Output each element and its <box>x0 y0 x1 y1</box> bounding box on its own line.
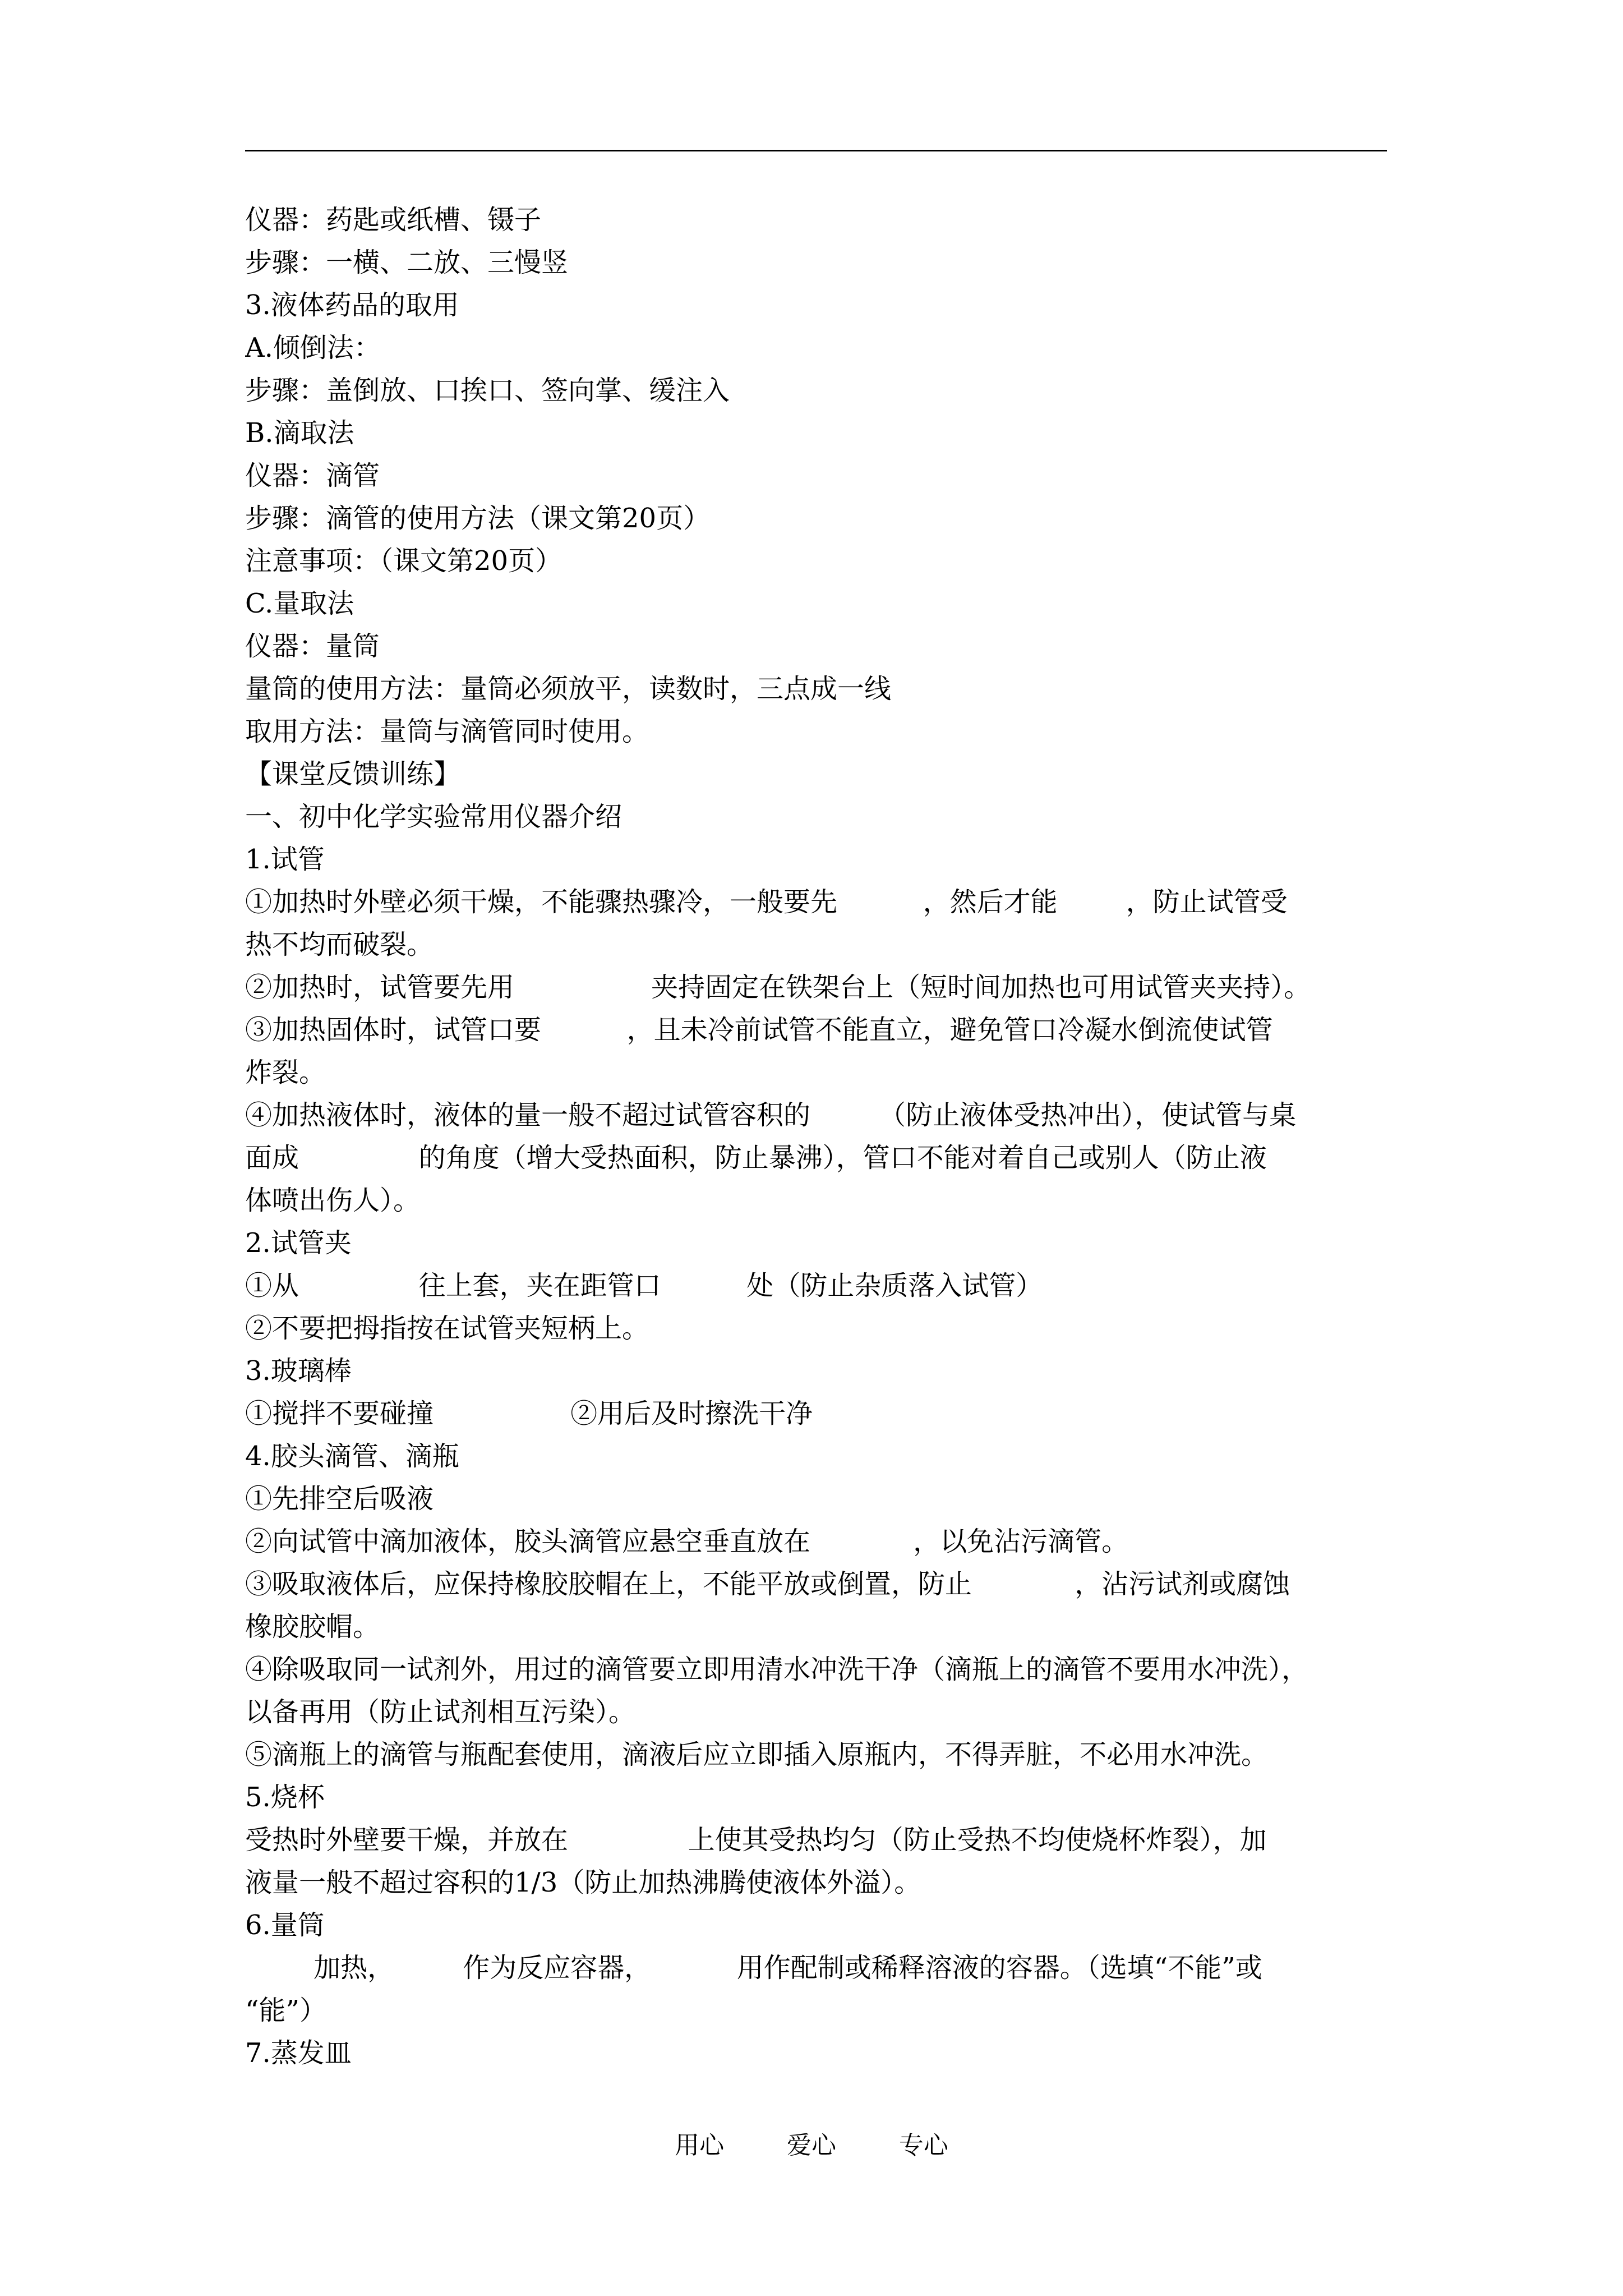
text-line: C.量取法 <box>245 588 354 619</box>
text-line: ③加热固体时，试管口要 ，且未冷前试管不能直立，避免管口冷凝水倒流使试管 <box>245 1014 1273 1046</box>
text-line: ④加热液体时，液体的量一般不超过试管容积的 （防止液体受热冲出），使试管与桌 <box>245 1099 1297 1131</box>
text-line: 受热时外壁要干燥，并放在 上使其受热均匀（防止受热不均使烧杯炸裂），加 <box>245 1824 1267 1856</box>
text-line: ①搅拌不要碰撞 ②用后及时擦洗干净 <box>245 1398 813 1429</box>
text-line: ①加热时外壁必须干燥，不能骤热骤冷，一般要先 ，然后才能 ，防止试管受 <box>245 886 1288 918</box>
text-line: 7.蒸发皿 <box>245 2037 352 2069</box>
text-line: A.倾倒法： <box>245 332 381 364</box>
text-line: ④除吸取同一试剂外，用过的滴管要立即用清水冲洗干净（滴瓶上的滴管不要用水冲洗）， <box>245 1654 1309 1685</box>
text-line: 以备再用（防止试剂相互污染）。 <box>245 1696 636 1728</box>
text-line: 一、初中化学实验常用仪器介绍 <box>245 801 623 832</box>
text-line: ①先排空后吸液 <box>245 1483 434 1515</box>
text-line: 1.试管 <box>245 844 325 875</box>
text-line: 量筒的使用方法：量筒必须放平，读数时，三点成一线 <box>245 673 892 705</box>
text-line: 步骤：一横、二放、三慢竖 <box>245 247 569 278</box>
text-line: 6.量筒 <box>245 1910 325 1941</box>
text-line: ⑤滴瓶上的滴管与瓶配套使用，滴液后应立即插入原瓶内，不得弄脏，不必用水冲洗。 <box>245 1739 1269 1770</box>
text-line: 步骤：盖倒放、口挨口、签向掌、缓注入 <box>245 375 730 406</box>
text-line: ①从 往上套，夹在距管口 处（防止杂质落入试管） <box>245 1270 1043 1301</box>
text-line: “能”） <box>245 1995 327 2026</box>
text-line: 取用方法：量筒与滴管同时使用。 <box>245 716 649 747</box>
text-line: ②向试管中滴加液体，胶头滴管应悬空垂直放在 ，以免沾污滴管。 <box>245 1526 1129 1557</box>
page-footer: 用心 爱心 专心 <box>675 2131 948 2160</box>
header-rule <box>245 150 1387 151</box>
text-line: 5.烧杯 <box>245 1782 325 1813</box>
text-line: 炸裂。 <box>245 1057 326 1088</box>
text-line: 3.玻璃棒 <box>245 1355 352 1387</box>
text-line: 仪器：药匙或纸槽、镊子 <box>245 204 542 236</box>
text-line: 注意事项：（课文第20页） <box>245 545 562 577</box>
text-line: 面成 的角度（增大受热面积，防止暴沸），管口不能对着自己或别人（防止液 <box>245 1142 1267 1174</box>
document-body <box>245 199 1387 2074</box>
text-line: 热不均而破裂。 <box>245 929 434 960</box>
text-line: ③吸取液体后，应保持橡胶胶帽在上，不能平放或倒置，防止 ，沾污试剂或腐蚀 <box>245 1568 1290 1600</box>
text-line: 步骤：滴管的使用方法（课文第20页） <box>245 503 711 534</box>
text-line: B.滴取法 <box>245 417 354 449</box>
text-line: 加热， 作为反应容器， 用作配制或稀释溶液的容器。（选填“不能”或 <box>245 1952 1262 1984</box>
text-line: 液量一般不超过容积的1/3（防止加热沸腾使液体外溢）。 <box>245 1867 921 1898</box>
text-line: 3.液体药品的取用 <box>245 289 459 321</box>
text-line: 2.试管夹 <box>245 1227 352 1259</box>
text-line: 体喷出伤人）。 <box>245 1185 421 1216</box>
text-line: 4.胶头滴管、滴瓶 <box>245 1441 459 1472</box>
text-line: ②加热时，试管要先用 夹持固定在铁架台上（短时间加热也可用试管夹夹持）。 <box>245 972 1311 1003</box>
text-line: 仪器：滴管 <box>245 460 380 491</box>
text-line: 橡胶胶帽。 <box>245 1611 380 1642</box>
text-line: ②不要把拇指按在试管夹短柄上。 <box>245 1313 649 1344</box>
text-line: 仪器：量筒 <box>245 631 380 662</box>
text-line: 【课堂反馈训练】 <box>245 758 461 790</box>
